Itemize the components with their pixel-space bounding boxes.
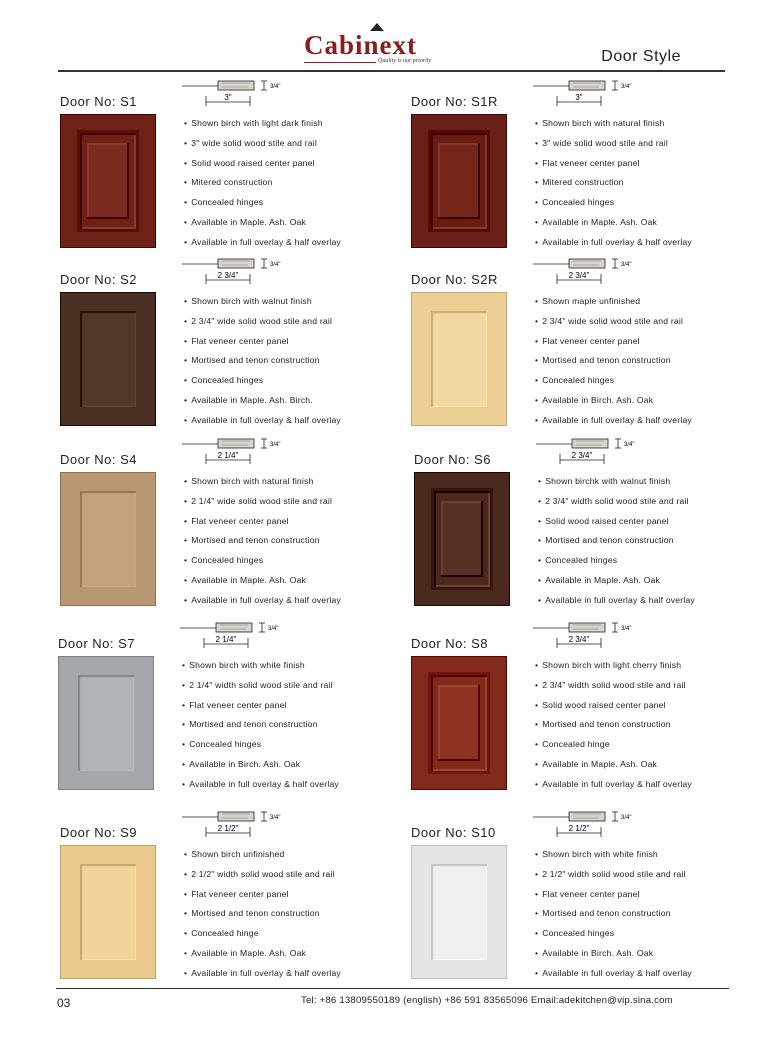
spec-item: • Mitered construction [535,173,692,193]
spec-item: • Available in full overlay & half overlay [182,775,339,795]
spec-item: • Available in full overlay & half overlay [184,411,341,431]
profile-width-label: 2 1/4" [215,635,237,644]
spec-item: • Shown birch with white finish [182,656,339,676]
spec-item: • 2 1/2" width solid wood stile and rail [184,865,341,885]
brand-tagline: Quality is our priority [378,58,432,64]
spec-item: • Shown birch with walnut finish [184,292,341,312]
spec-item: • Concealed hinges [182,735,339,755]
spec-item: • Mortised and tenon construction [184,531,341,551]
door-block [60,815,400,1005]
spec-list [184,845,341,984]
spec-item: • 2 3/4" width solid wood stile and rail [538,492,695,512]
spec-list [535,656,692,795]
door-number: Door No: S9 [60,825,138,840]
spec-item: • Available in Maple. Ash. Oak [538,571,695,591]
page-title: Door Style [601,48,681,65]
door-block [60,262,400,452]
spec-item: • Available in full overlay & half overlay [535,411,692,431]
spec-item: • Mortised and tenon construction [535,351,692,371]
spec-item: • Mortised and tenon construction [182,715,339,735]
profile-width-label: 2 1/2" [568,824,590,833]
door-block [411,815,751,1005]
door-block [411,84,751,274]
profile-diagram [529,256,639,290]
profile-diagram [529,78,639,112]
profile-thickness-label: 3/4" [268,626,279,632]
spec-item: • Mortised and tenon construction [535,904,692,924]
spec-item: • Available in Maple. Ash. Oak [184,571,341,591]
spec-item: • Mortised and tenon construction [184,904,341,924]
profile-width-label: 2 3/4" [217,271,239,280]
spec-item: • Available in full overlay & half overlay [184,964,341,984]
profile-diagram [178,256,288,290]
spec-item: • Concealed hinge [184,924,341,944]
spec-list [184,292,341,431]
spec-item: • Available in Maple. Ash. Birch. [184,391,341,411]
spec-item: • Concealed hinges [184,193,341,213]
spec-list [184,114,341,253]
door-center-panel [80,491,136,586]
contact-info: Tel: +86 13809550189 (english) +86 591 83565096 Email:adekitchen@vip.sina.com [301,995,673,1006]
brand-logo [304,30,454,70]
door-number: Door No: S1R [411,94,498,109]
spec-item: • Concealed hinges [184,551,341,571]
door-image [58,656,154,790]
spec-item: • Flat veneer center panel [535,885,692,905]
profile-diagram [178,78,288,112]
spec-item: • Available in Maple. Ash. Oak [184,944,341,964]
spec-item: • Available in Maple. Ash. Oak [184,213,341,233]
spec-item: • 2 1/2" width solid wood stile and rail [535,865,692,885]
door-block [58,626,398,816]
spec-item: • Concealed hinges [535,924,692,944]
door-raised-field [438,685,481,761]
profile-width-label: 2 1/2" [217,824,239,833]
spec-item: • 2 3/4" wide solid wood stile and rail [535,312,692,332]
door-center-panel [80,311,136,406]
door-center-panel [80,864,136,959]
door-number: Door No: S8 [411,636,489,651]
door-number: Door No: S2R [411,272,498,287]
spec-item: • Available in Maple. Ash. Oak [535,755,692,775]
spec-item: • Solid wood raised center panel [538,512,695,532]
profile-thickness-label: 3/4" [621,815,632,821]
door-block [411,262,751,452]
spec-item: • Mortised and tenon construction [184,351,341,371]
spec-item: • Shown birch with white finish [535,845,692,865]
spec-item: • Flat veneer center panel [535,332,692,352]
door-image [411,292,507,426]
spec-item: • 2 1/4" wide solid wood stile and rail [184,492,341,512]
door-number: Door No: S6 [414,452,492,467]
door-image [60,472,156,606]
spec-item: • Concealed hinges [535,371,692,391]
door-image [411,114,507,248]
door-number: Door No: S10 [411,825,496,840]
spec-item: • 2 3/4" wide solid wood stile and rail [184,312,341,332]
logo-underline [304,62,376,63]
spec-item: • 2 1/4" width solid wood stile and rail [182,676,339,696]
spec-item: • 3" wide solid wood stile and rail [184,134,341,154]
door-number: Door No: S4 [60,452,138,467]
door-center-panel [431,311,487,406]
spec-item: • 2 3/4" width solid wood stile and rail [535,676,692,696]
profile-width-label: 3" [224,93,232,102]
spec-item: • Solid wood raised center panel [535,696,692,716]
spec-list [184,472,341,611]
spec-item: • Available in Birch. Ash. Oak [535,391,692,411]
profile-thickness-label: 3/4" [270,262,281,268]
spec-item: • Concealed hinges [538,551,695,571]
spec-item: • Shown birch with light cherry finish [535,656,692,676]
spec-item: • Flat veneer center panel [535,154,692,174]
spec-item: • Available in Maple. Ash. Oak [535,213,692,233]
door-image [411,656,507,790]
profile-thickness-label: 3/4" [621,84,632,90]
door-number: Door No: S1 [60,94,138,109]
door-center-panel [431,133,487,228]
profile-thickness-label: 3/4" [270,84,281,90]
door-image [60,292,156,426]
profile-thickness-label: 3/4" [621,626,632,632]
page-number: 03 [57,996,71,1010]
door-center-panel [431,864,487,959]
door-raised-field [441,501,484,577]
spec-item: • Shown birch with light dark finish [184,114,341,134]
spec-item: • Shown birchk with walnut finish [538,472,695,492]
door-block [411,626,751,816]
spec-item: • Concealed hinges [184,371,341,391]
spec-item: • Flat veneer center panel [184,512,341,532]
profile-width-label: 2 1/4" [217,451,239,460]
door-center-panel [434,491,490,586]
spec-list [535,114,692,253]
spec-item: • Mortised and tenon construction [538,531,695,551]
door-block [60,442,400,632]
spec-list [538,472,695,611]
spec-item: • Concealed hinges [535,193,692,213]
spec-item: • Available in full overlay & half overlay [538,591,695,611]
profile-width-label: 3" [575,93,583,102]
spec-item: • Concealed hinge [535,735,692,755]
door-image [60,845,156,979]
door-block [60,84,400,274]
profile-thickness-label: 3/4" [621,262,632,268]
profile-diagram [529,809,639,843]
spec-item: • Available in Birch. Ash. Oak [535,944,692,964]
spec-item: • Available in Birch. Ash. Oak [182,755,339,775]
footer-divider [56,988,729,989]
spec-item: • Available in full overlay & half overlay [184,591,341,611]
profile-width-label: 2 3/4" [568,271,590,280]
door-center-panel [80,133,136,228]
profile-width-label: 2 3/4" [568,635,590,644]
profile-diagram [532,436,642,470]
brand-name: Cabinext [304,30,418,60]
door-image [60,114,156,248]
spec-item: • Available in full overlay & half overlay [535,775,692,795]
spec-item: • Flat veneer center panel [184,332,341,352]
profile-diagram [529,620,639,654]
door-block [414,442,754,632]
spec-item: • Mitered construction [184,173,341,193]
spec-item: • Flat veneer center panel [184,885,341,905]
door-raised-field [438,143,481,219]
spec-item: • Shown birch with natural finish [184,472,341,492]
door-center-panel [431,675,487,770]
profile-width-label: 2 3/4" [571,451,593,460]
spec-item: • Solid wood raised center panel [184,154,341,174]
profile-thickness-label: 3/4" [624,442,635,448]
spec-item: • Available in full overlay & half overlay [535,964,692,984]
door-number: Door No: S7 [58,636,136,651]
profile-diagram [176,620,286,654]
spec-item: • Available in full overlay & half overlay [535,233,692,253]
spec-item: • Shown maple unfinished [535,292,692,312]
profile-thickness-label: 3/4" [270,442,281,448]
profile-thickness-label: 3/4" [270,815,281,821]
spec-item: • Available in full overlay & half overlay [184,233,341,253]
spec-list [535,292,692,431]
spec-item: • Shown birch unfinished [184,845,341,865]
profile-diagram [178,436,288,470]
spec-list [182,656,339,795]
spec-item: • Shown birch with natural finish [535,114,692,134]
door-image [414,472,510,606]
spec-item: • Mortised and tenon construction [535,715,692,735]
door-raised-field [87,143,130,219]
door-number: Door No: S2 [60,272,138,287]
door-image [411,845,507,979]
header-divider [58,70,725,72]
profile-diagram [178,809,288,843]
spec-item: • 3" wide solid wood stile and rail [535,134,692,154]
door-center-panel [78,675,134,770]
spec-item: • Flat veneer center panel [182,696,339,716]
spec-list [535,845,692,984]
